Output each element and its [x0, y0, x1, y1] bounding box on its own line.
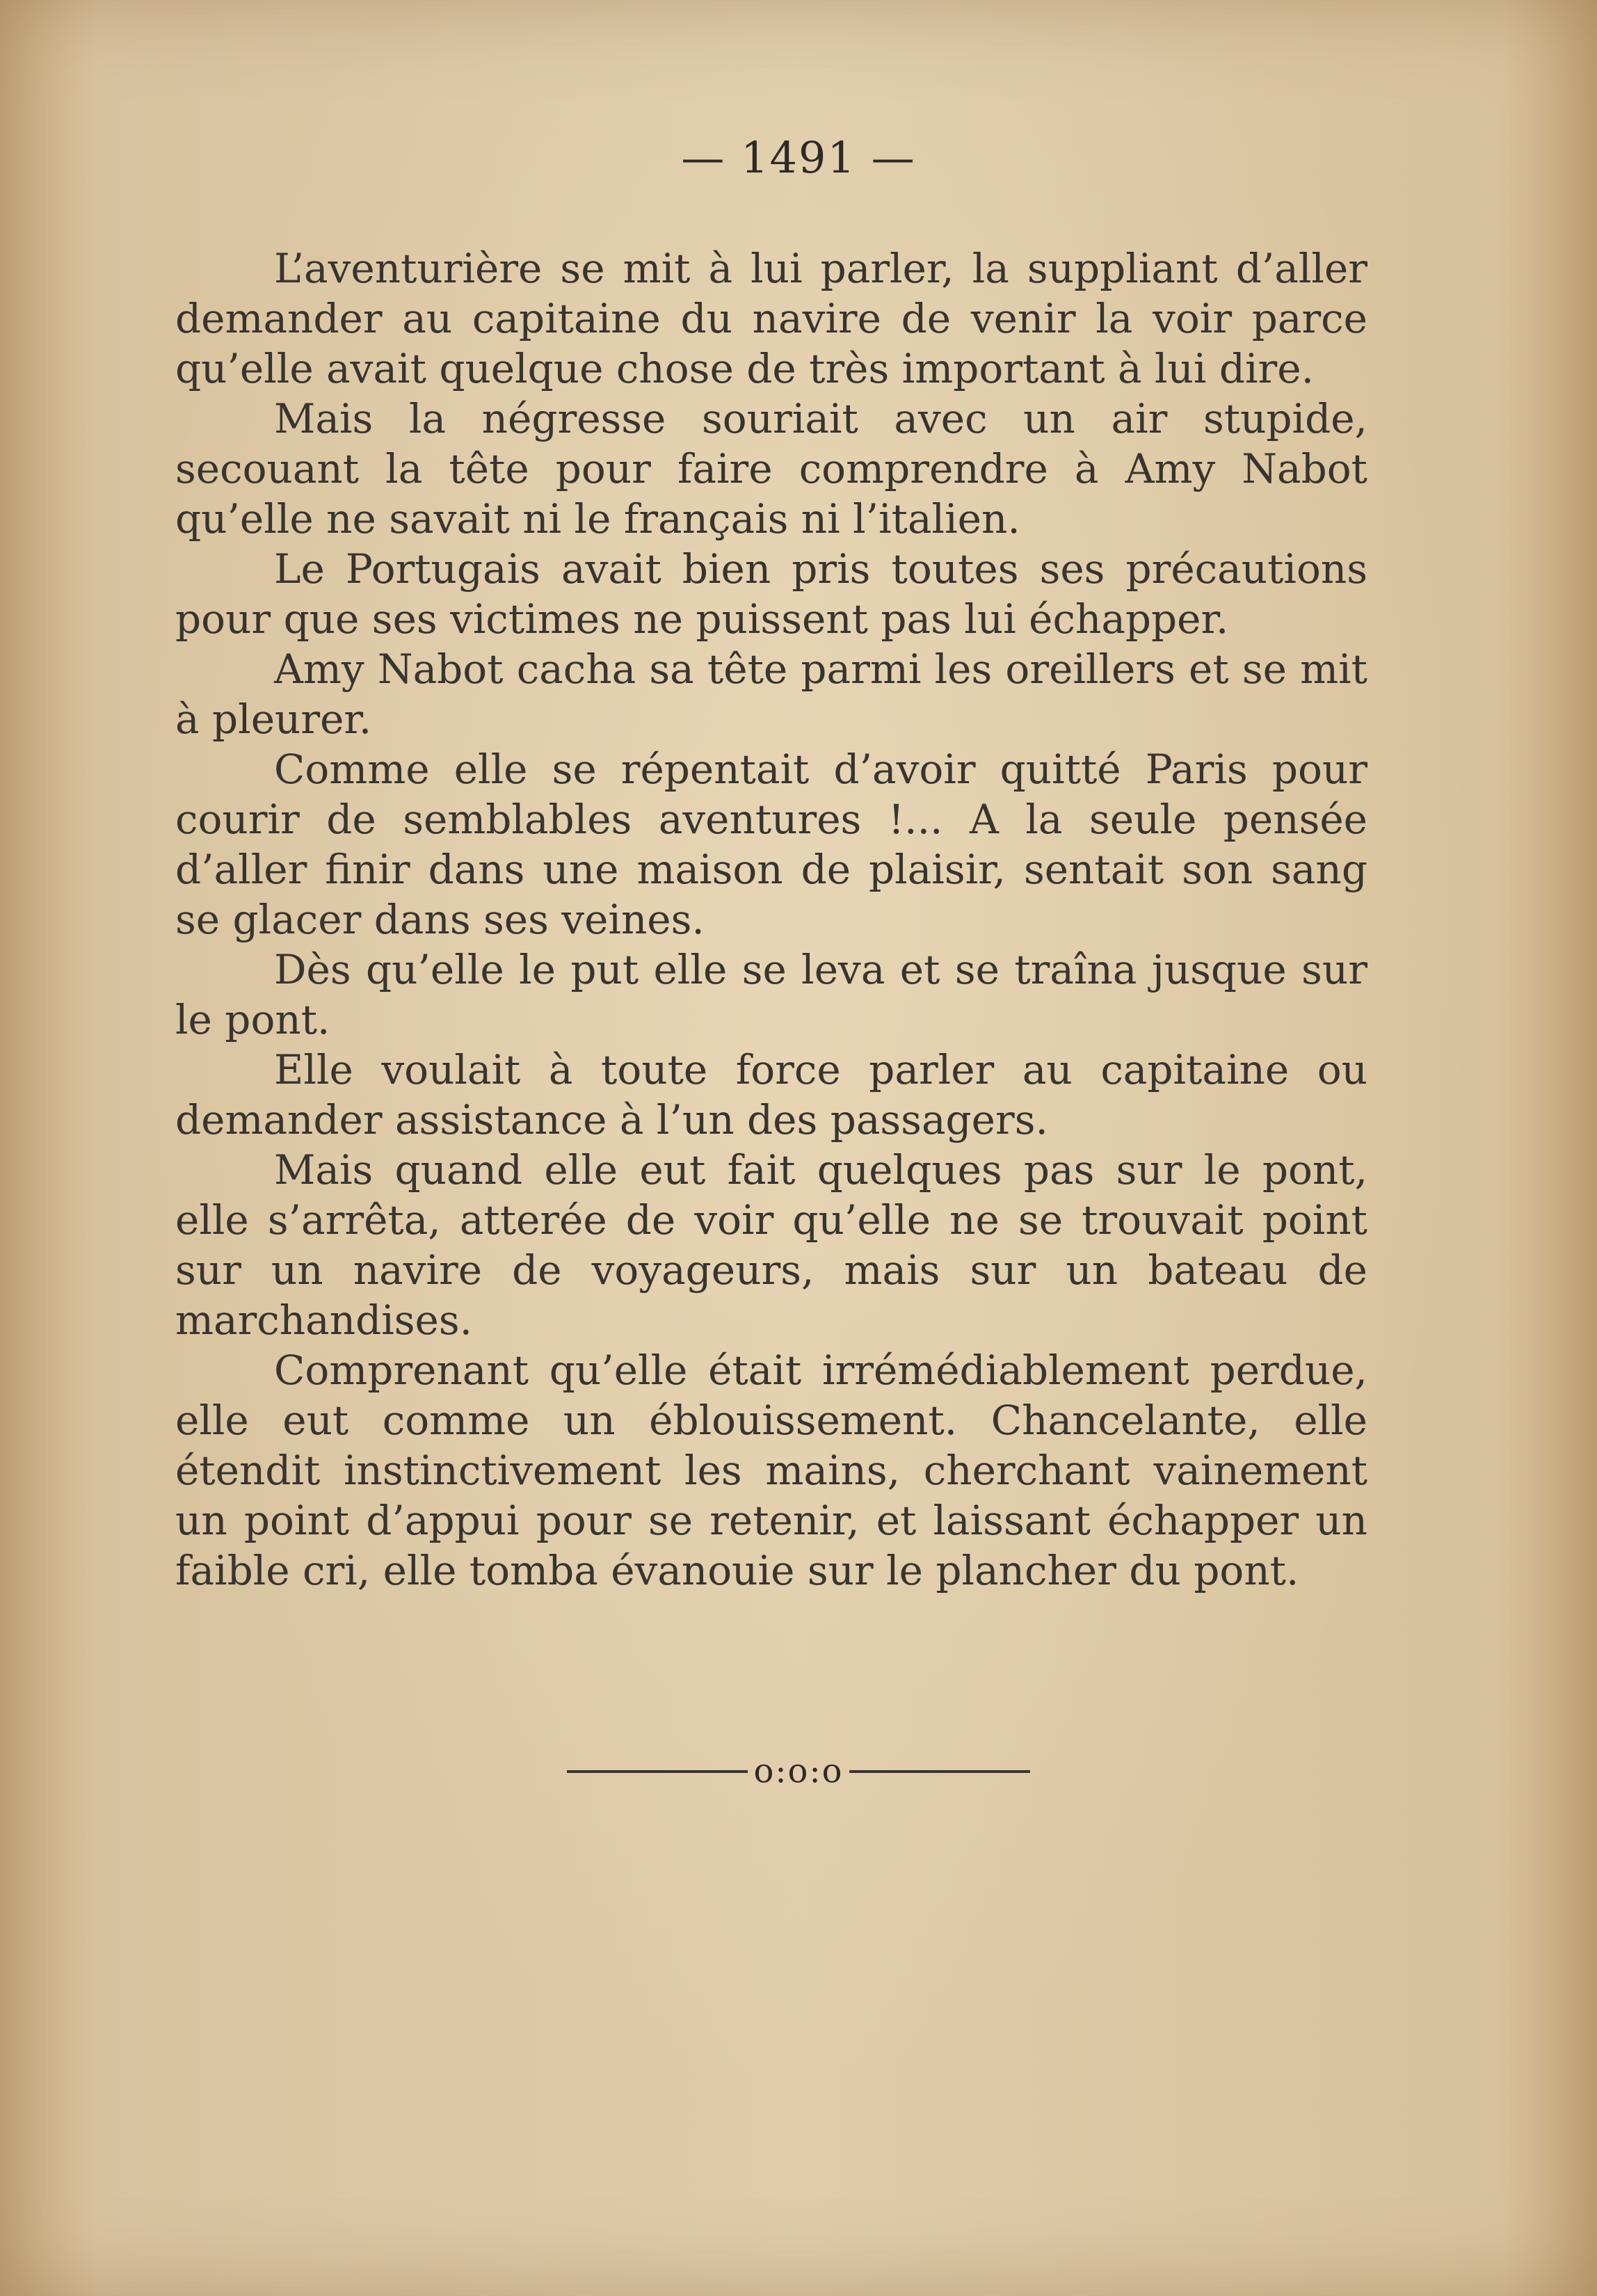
paragraph: Comprenant qu’elle était irrémédiablement perdue, elle eut comme un éblouissement. Chancelante, elle étendit instinctivement les mains, cherchant vainement un point d’appui pour se retenir, et laissant échapper un faible cri, elle tomba évanouie sur le plancher du pont.	[175, 1347, 1367, 1594]
paragraph: Le Portugais avait bien pris toutes ses précautions pour que ses victimes ne puissent pas lui échapper.	[175, 545, 1367, 643]
body-text	[175, 243, 1367, 1596]
paragraph: Mais la négresse souriait avec un air stupide, secouant la tête pour faire comprendre à Amy Nabot qu’elle ne savait ni le français ni l’italien.	[175, 395, 1367, 543]
end-ornament	[0, 1749, 1597, 1791]
paragraph: Amy Nabot cacha sa tête parmi les oreillers et se mit à pleurer.	[175, 645, 1367, 743]
paragraph: Elle voulait à toute force parler au capitaine ou demander assistance à l’un des passagers.	[175, 1046, 1367, 1143]
paragraph: Dès qu’elle le put elle se leva et se traîna jusque sur le pont.	[175, 946, 1367, 1043]
paragraph: L’aventurière se mit à lui parler, la suppliant d’aller demander au capitaine du navire de venir la voir parce qu’elle avait quelque chose de très important à lui dire.	[175, 245, 1367, 392]
ornament-glyph: o:o:o	[753, 1751, 844, 1791]
paragraph: Comme elle se répentait d’avoir quitté Paris pour courir de semblables aventures !... A la seule pensée d’aller finir dans une maison de plaisir, sentait son sang se glacer dans ses veines.	[175, 746, 1367, 943]
ornament-rule-right	[849, 1770, 1030, 1773]
ornament-rule-left	[567, 1770, 748, 1773]
page-number: — 1491 —	[681, 132, 916, 183]
paragraph: Mais quand elle eut fait quelques pas sur le pont, elle s’arrêta, atterée de voir qu’elle ne se trouvait point sur un navire de voyageurs, mais sur un bateau de marchandises.	[175, 1146, 1367, 1344]
